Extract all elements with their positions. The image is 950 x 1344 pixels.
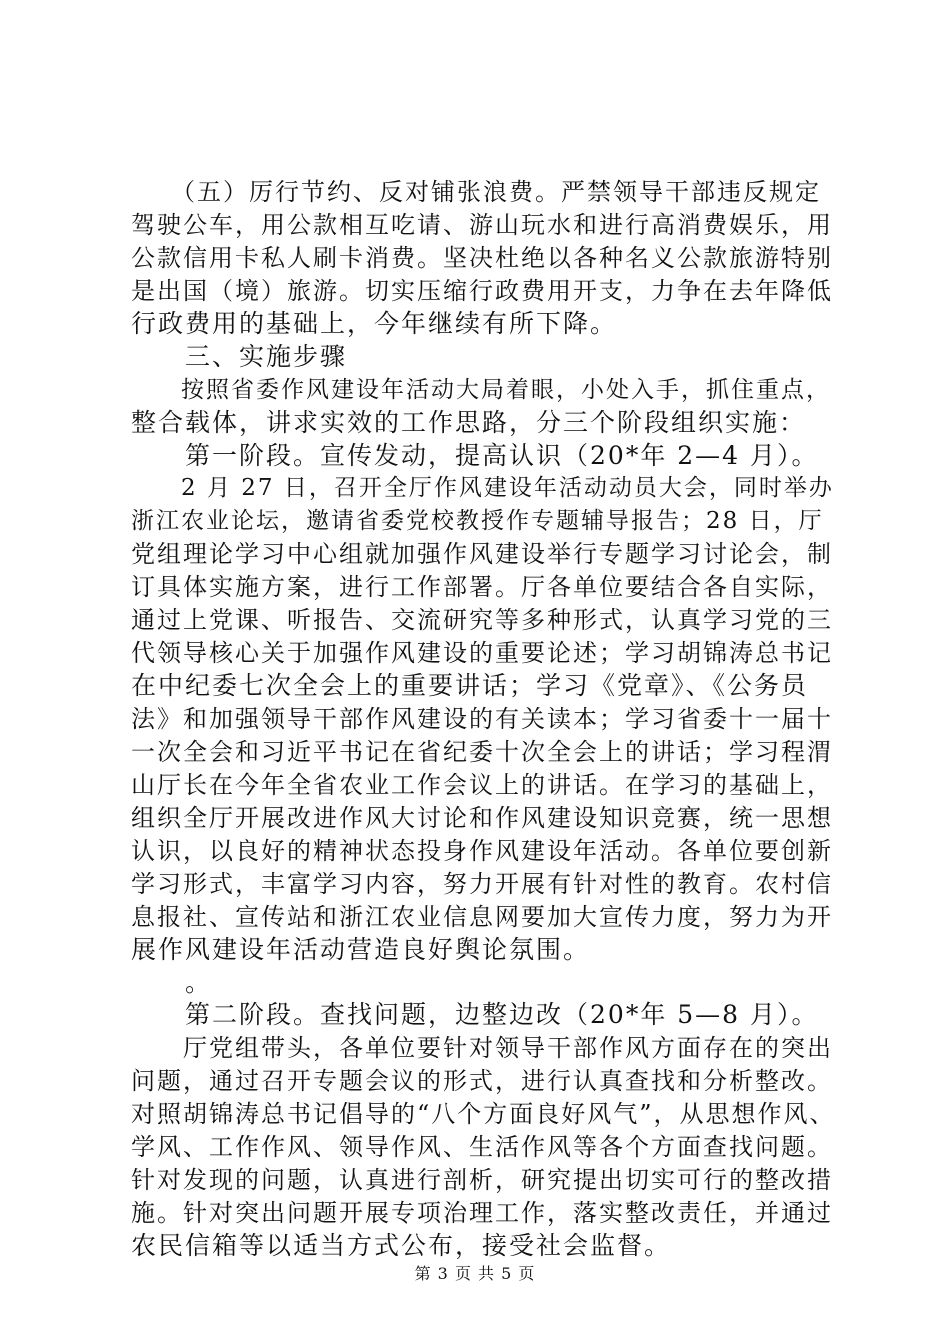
body-line: 法》和加强领导干部作风建设的有关读本；学习省委十一届十: [131, 705, 833, 733]
body-line: 展作风建设年活动营造良好舆论氛围。: [131, 935, 591, 964]
body-line: 对照胡锦涛总书记倡导的“八个方面良好风气”，从思想作风、: [131, 1100, 836, 1128]
body-line: 学风、工作作风、领导作风、生活作风等各个方面查找问题。: [131, 1133, 833, 1161]
body-line: 整合载体，讲求实效的工作思路，分三个阶段组织实施：: [131, 408, 807, 437]
body-line: 认识，以良好的精神状态投身作风建设年活动。各单位要创新: [131, 837, 833, 865]
body-line: 问题，通过召开专题会议的形式，进行认真查找和分析整改。: [131, 1067, 833, 1095]
body-line: （五）厉行节约、反对铺张浪费。严禁领导干部违反规定: [131, 178, 821, 206]
body-line: 山厅长在今年全省农业工作会议上的讲话。在学习的基础上，: [131, 771, 833, 799]
body-line: 浙江农业论坛，邀请省委党校教授作专题辅导报告；28 日，厅: [131, 508, 824, 534]
body-line: 2 月 27 日，召开全厅作风建设年活动动员大会，同时举办: [131, 475, 834, 501]
body-line: 针对发现的问题，认真进行剖析，研究提出切实可行的整改措: [131, 1166, 833, 1194]
page-footer: 第 3 页 共 5 页: [414, 1264, 536, 1283]
body-line: 施。针对突出问题开展专项治理工作，落实整改责任，并通过: [131, 1199, 833, 1227]
body-line: 通过上党课、听报告、交流研究等多种形式，认真学习党的三: [131, 606, 833, 634]
body-line: 驾驶公车，用公款相互吃请、游山玩水和进行高消费娱乐，用: [131, 211, 833, 239]
body-line: 农民信箱等以适当方式公布，接受社会监督。: [131, 1231, 672, 1260]
body-line: 党组理论学习中心组就加强作风建设举行专题学习讨论会，制: [131, 540, 833, 568]
body-line: 是出国（境）旅游。切实压缩行政费用开支，力争在去年降低: [131, 277, 833, 305]
body-line: 厅党组带头，各单位要针对领导干部作风方面存在的突出: [131, 1034, 833, 1062]
body-line: 订具体实施方案，进行工作部署。厅各单位要结合各自实际，: [131, 573, 833, 601]
body-line: 一次全会和习近平书记在省纪委十次全会上的讲话；学习程渭: [131, 738, 833, 766]
body-line: 代领导核心关于加强作风建设的重要论述；学习胡锦涛总书记: [131, 639, 833, 667]
body-line: 公款信用卡私人刷卡消费。坚决杜绝以各种名义公款旅游特别: [131, 244, 833, 272]
body-line: 在中纪委七次全会上的重要讲话；学习《党章》、《公务员: [131, 671, 809, 700]
stage-heading: 第二阶段。查找问题，边整边改（20*年 5—8 月）。: [131, 1000, 819, 1029]
body-line: 学习形式，丰富学习内容，努力开展有针对性的教育。农村信: [131, 870, 833, 898]
body-line: 行政费用的基础上，今年继续有所下降。: [131, 309, 618, 338]
stage-heading: 第一阶段。宣传发动，提高认识（20*年 2—4 月）。: [131, 441, 819, 470]
body-line: 组织全厅开展改进作风大讨论和作风建设知识竞赛，统一思想: [131, 804, 833, 832]
body-line: 。: [131, 968, 213, 997]
body-line: 按照省委作风建设年活动大局着眼，小处入手，抓住重点，: [131, 377, 831, 403]
section-heading: 三、实施步骤: [131, 342, 348, 371]
body-line: 息报社、宣传站和浙江农业信息网要加大宣传力度，努力为开: [131, 903, 833, 931]
